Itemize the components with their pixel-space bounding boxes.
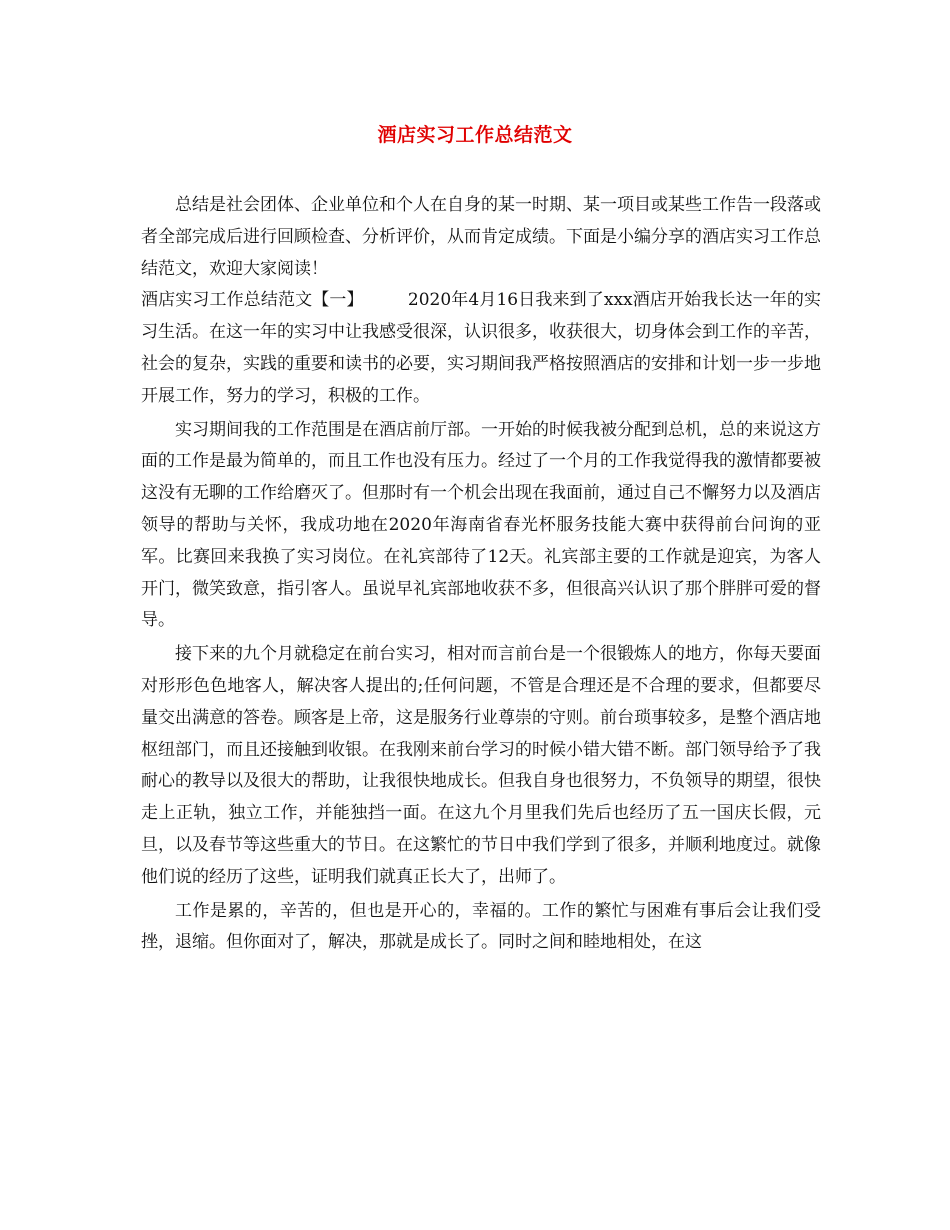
intro-paragraph: 总结是社会团体、企业单位和个人在自身的某一时期、某一项目或某些工作告一段落或者全部完成后进行回顾检查、分析评价，从而肯定成绩。下面是小编分享的酒店实习工作总结范文，欢迎大家阅读！	[141, 195, 821, 279]
document-body	[141, 190, 821, 959]
section-first-text: 2020年4月16日我来到了xxx酒店开始我长达一年的实习生活。在这一年的实习中让我感受很深，认识很多，收获很大，切身体会到工作的辛苦，社会的复杂，实践的重要和读书的必要，实习期间我严格按照酒店的安排和计划一步一步地开展工作，努力的学习，积极的工作。	[141, 290, 822, 406]
document-title: 酒店实习工作总结范文	[377, 124, 573, 146]
body-paragraph: 实习期间我的工作范围是在酒店前厅部。一开始的时候我被分配到总机，总的来说这方面的工作是最为简单的，而且工作也没有压力。经过了一个月的工作我觉得我的激情都要被这没有无聊的工作给磨灭了。但那时有一个机会出现在我面前，通过自己不懈努力以及酒店领导的帮助与关怀，我成功地在2020年海南省春光杯服务技能大赛中获得前台问询的亚军。比赛回来我换了实习岗位。在礼宾部待了12天。礼宾部主要的工作就是迎宾，为客人开门，微笑致意，指引客人。虽说早礼宾部地收获不多，但很高兴认识了那个胖胖可爱的督导。	[141, 419, 821, 631]
body-paragraph: 工作是累的，辛苦的，但也是开心的，幸福的。工作的繁忙与困难有事后会让我们受挫，退缩。但你面对了，解决，那就是成长了。同时之间和睦地相处，在这	[141, 900, 821, 953]
body-paragraph: 接下来的九个月就稳定在前台实习，相对而言前台是一个很锻炼人的地方，你每天要面对形形色色地客人，解决客人提出的;任何问题，不管是合理还是不合理的要求，但都要尽量交出满意的答卷。顾客是上帝，这是服务行业尊崇的守则。前台琐事较多，是整个酒店地枢纽部门，而且还接触到收银。在我刚来前台学习的时候小错大错不断。部门领导给予了我耐心的教导以及很大的帮助，让我很快地成长。但我自身也很努力，不负领导的期望，很快走上正轨，独立工作，并能独挡一面。在这九个月里我们先后也经历了五一国庆长假，元旦，以及春节等这些重大的节日。在这繁忙的节日中我们学到了很多，并顺利地度过。就像他们说的经历了这些，证明我们就真正长大了，出师了。	[141, 644, 821, 887]
section-one-paragraph	[141, 285, 821, 412]
section-heading: 酒店实习工作总结范文【一】	[141, 290, 364, 311]
